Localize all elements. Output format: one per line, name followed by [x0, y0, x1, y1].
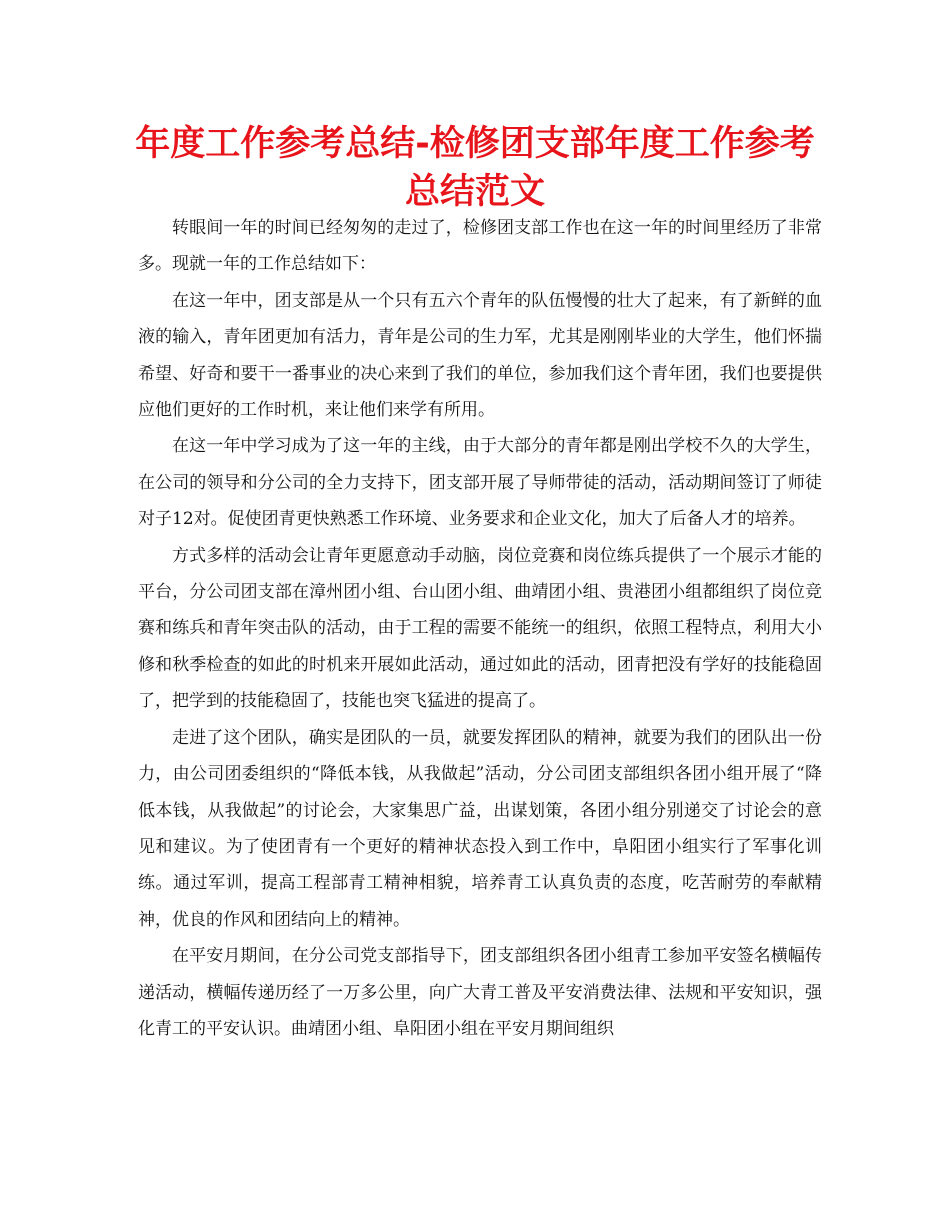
paragraph-6: 在平安月期间，在分公司党支部指导下，团支部组织各团小组青工参加平安签名横幅传递活动，横幅传递历经了一万多公里，向广大青工普及平安消费法律、法规和平安知识，强化青工的平安认识。曲靖团小组、阜阳团小组在平安月期间组织	[138, 946, 822, 1039]
paragraph-1: 转眼间一年的时间已经匆匆的走过了，检修团支部工作也在这一年的时间里经历了非常多。现就一年的工作总结如下：	[138, 218, 822, 275]
paragraph-5: 走进了这个团队，确实是团队的一员，就要发挥团队的精神，就要为我们的团队出一份力，由公司团委组织的“降低本钱，从我做起”活动，分公司团支部组织各团小组开展了“降低本钱，从我做起”的讨论会，大家集思广益，出谋划策，各团小组分别递交了讨论会的意见和建议。为了使团青有一个更好的精神状态投入到工作中，阜阳团小组实行了军事化训练。通过军训，提高工程部青工精神相貌，培养青工认真负责的态度，吃苦耐劳的奉献精神，优良的作风和团结向上的精神。	[138, 727, 822, 930]
document-body	[138, 210, 822, 1047]
document-title: 年度工作参考总结-检修团支部年度工作参考总结范文	[135, 124, 815, 212]
paragraph-2: 在这一年中，团支部是从一个只有五六个青年的队伍慢慢的壮大了起来，有了新鲜的血液的输入，青年团更加有活力，青年是公司的生力军，尤其是刚刚毕业的大学生，他们怀揣希望、好奇和要干一番事业的决心来到了我们的单位，参加我们这个青年团，我们也要提供应他们更好的工作时机，来让他们来学有所用。	[138, 290, 822, 421]
paragraph-3: 在这一年中学习成为了这一年的主线，由于大部分的青年都是刚出学校不久的大学生，在公司的领导和分公司的全力支持下，团支部开展了导师带徒的活动，活动期间签订了师徒对子12对。促使团青更快熟悉工作环境、业务要求和企业文化，加大了后备人才的培养。	[138, 436, 822, 530]
paragraph-4: 方式多样的活动会让青年更愿意动手动脑，岗位竞赛和岗位练兵提供了一个展示才能的平台，分公司团支部在漳州团小组、台山团小组、曲靖团小组、贵港团小组都组织了岗位竞赛和练兵和青年突击队的活动，由于工程的需要不能统一的组织，依照工程特点，利用大小修和秋季检查的如此的时机来开展如此活动，通过如此的活动，团青把没有学好的技能稳固了，把学到的技能稳固了，技能也突飞猛进的提高了。	[138, 545, 822, 712]
